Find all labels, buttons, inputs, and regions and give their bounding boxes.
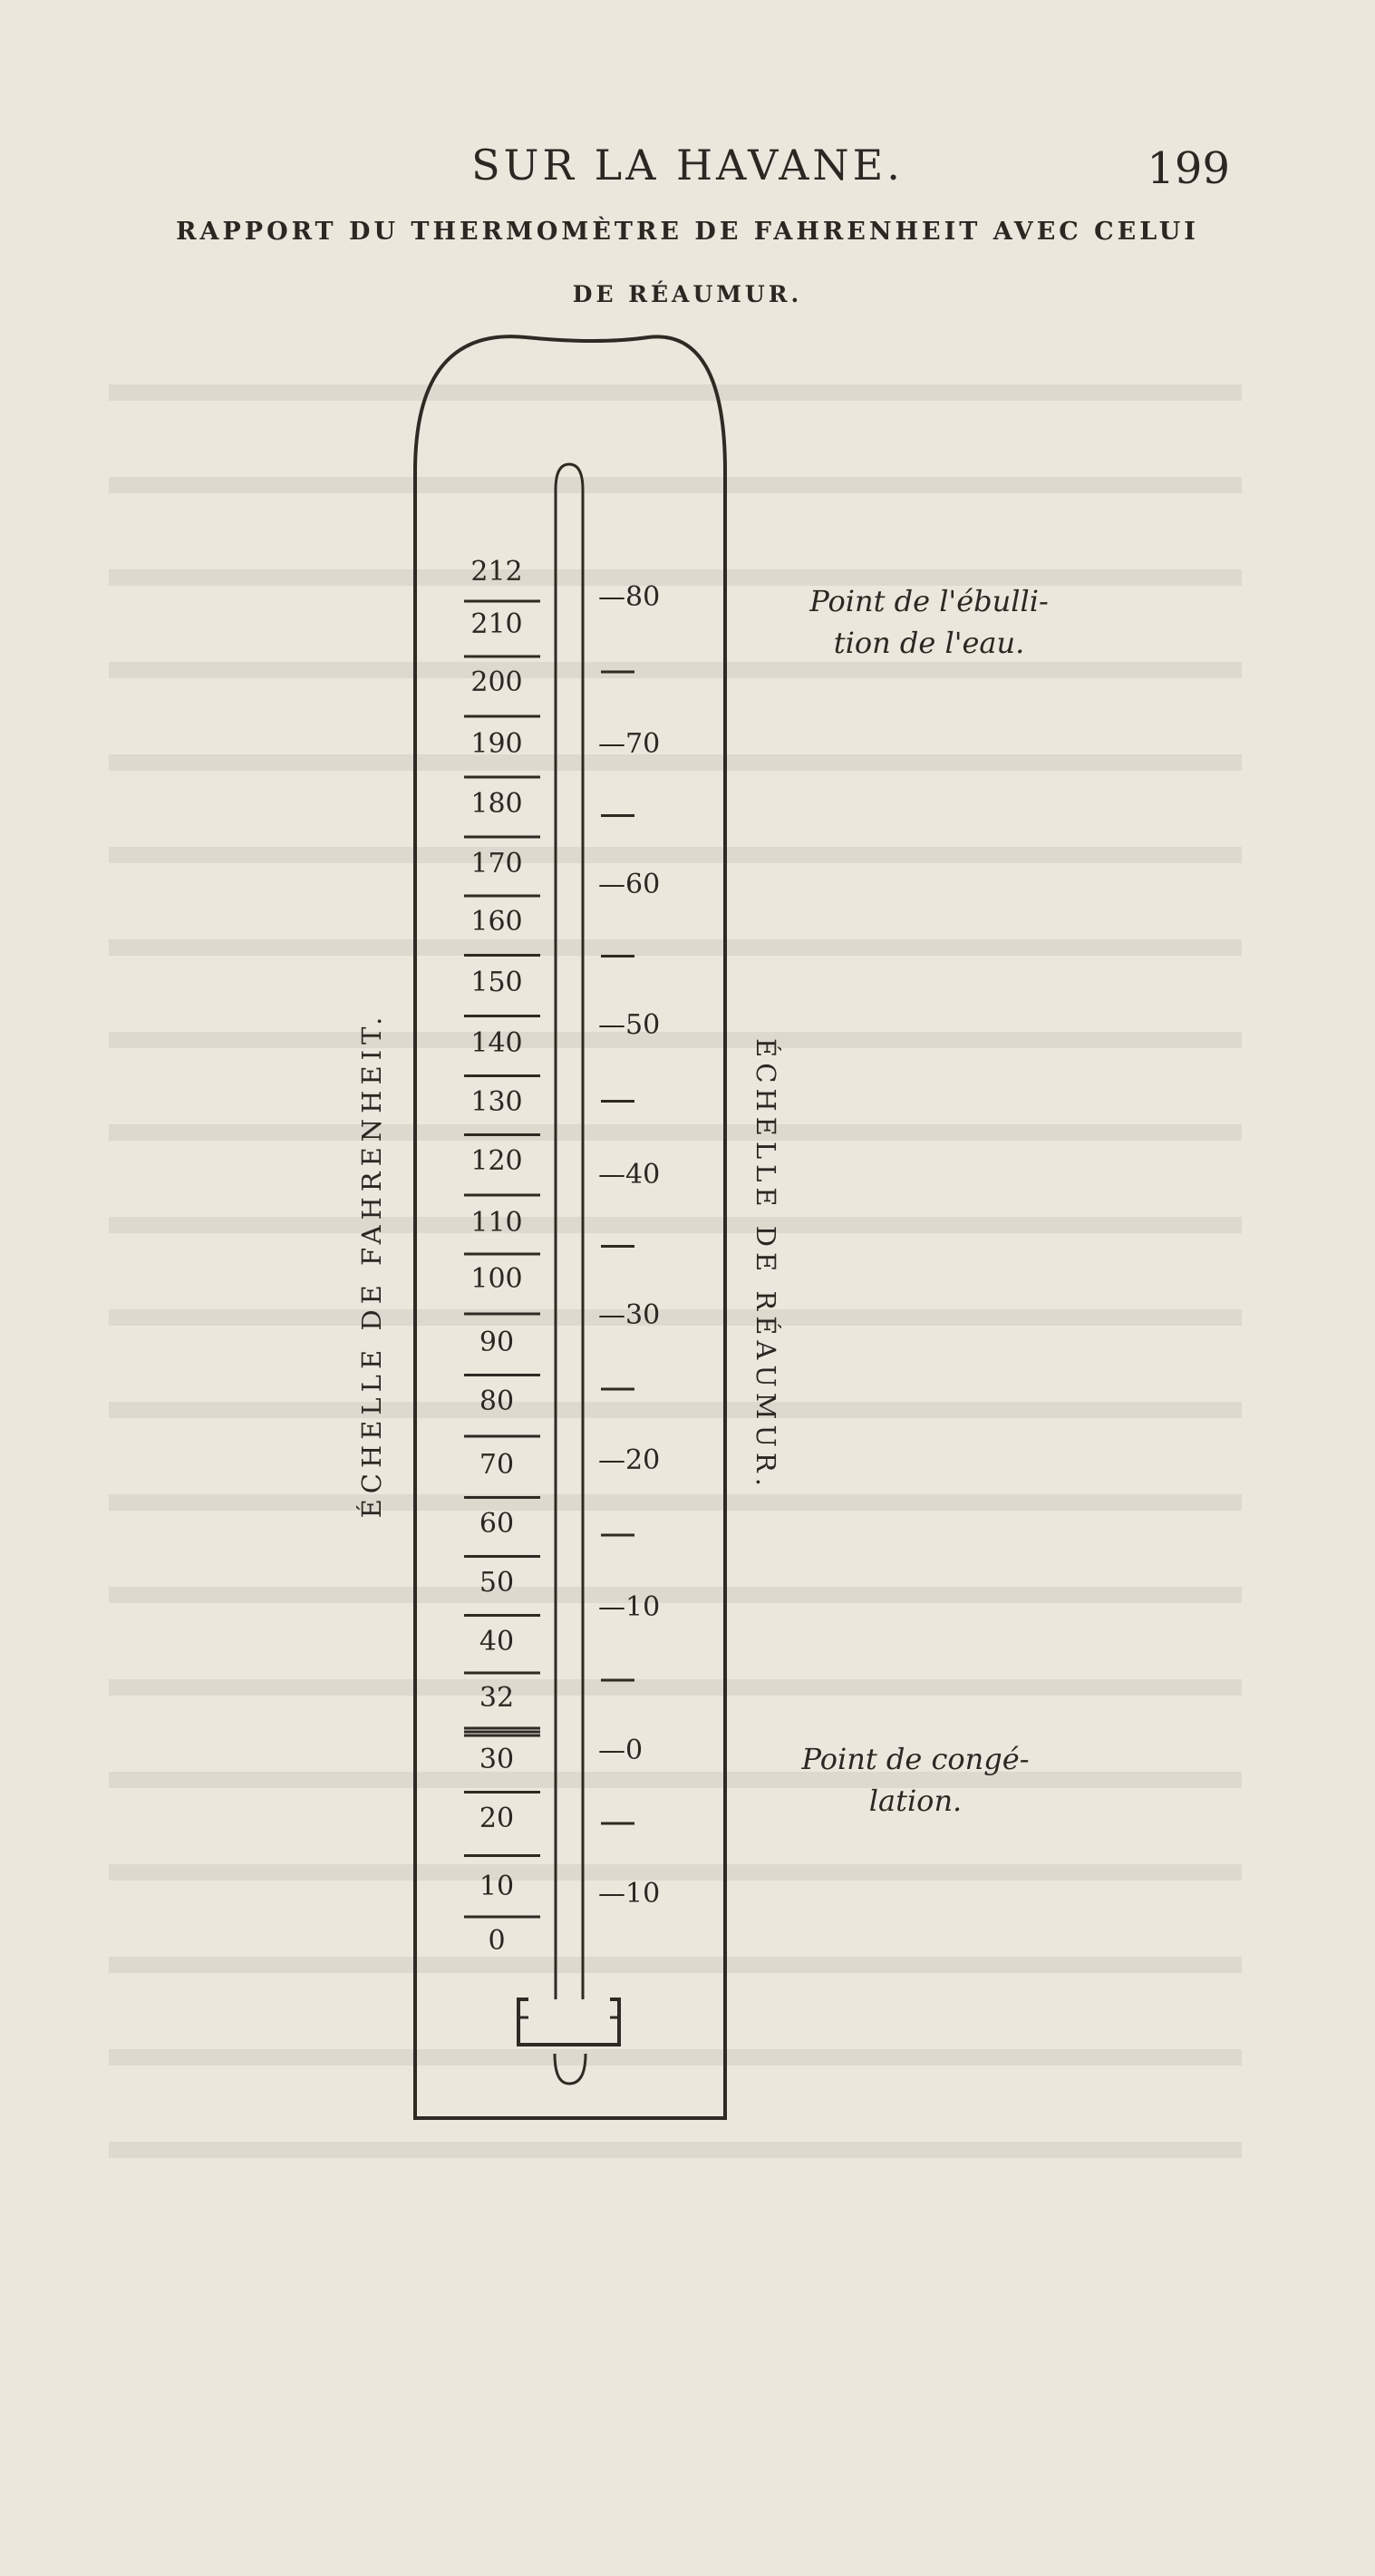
fahrenheit-tick-label: 210: [470, 608, 523, 640]
thermometer-case: [415, 336, 725, 2118]
thermometer-tube: [556, 464, 583, 1999]
boiling-point-caption: [779, 580, 1079, 664]
fahrenheit-tick-label: 160: [470, 906, 523, 938]
fahrenheit-tick-label: 180: [470, 788, 523, 820]
fahrenheit-tick-label: 170: [470, 848, 523, 880]
fahrenheit-scale-label: ÉCHELLE DE FAHRENHEIT.: [356, 1011, 387, 1519]
reaumur-tick-label: —40: [598, 1159, 661, 1191]
fahrenheit-tick-label: 120: [470, 1145, 523, 1177]
fahrenheit-tick-label: 150: [470, 967, 523, 998]
reaumur-tick-label: —20: [598, 1444, 661, 1476]
freezing-caption-line-2: lation.: [868, 1784, 963, 1818]
fahrenheit-tick-label: 40: [479, 1626, 515, 1657]
reaumur-tick-label: —50: [598, 1009, 661, 1041]
reaumur-scale-label: ÉCHELLE DE RÉAUMUR.: [750, 1038, 781, 1492]
reaumur-tick-label: —10: [598, 1591, 661, 1623]
plate-title-line-2: DE RÉAUMUR.: [572, 281, 803, 307]
boiling-caption-line-1: Point de l'ébulli-: [809, 584, 1049, 618]
reaumur-tick-label: —0: [598, 1735, 644, 1766]
fahrenheit-tick-label: 32: [479, 1682, 515, 1714]
fahrenheit-tick-label: 30: [479, 1744, 515, 1775]
thermometer-bulb-bracket: [518, 1999, 619, 2045]
fahrenheit-tick-label: 70: [479, 1449, 515, 1481]
fahrenheit-tick-label: 140: [470, 1027, 523, 1059]
fahrenheit-tick-label: 110: [470, 1207, 523, 1239]
reaumur-tick-label: —70: [598, 728, 661, 760]
fahrenheit-tick-label: 200: [470, 666, 523, 698]
fahrenheit-tick-label: 60: [479, 1508, 515, 1540]
reaumur-tick-label: —60: [598, 869, 661, 900]
fahrenheit-tick-label: 0: [488, 1925, 506, 1957]
fahrenheit-tick-label: 20: [479, 1803, 515, 1834]
running-title: SUR LA HAVANE.: [471, 141, 904, 190]
reaumur-tick-label: —10: [598, 1878, 661, 1910]
reaumur-tick-label: —30: [598, 1299, 661, 1331]
plate-title-line-1: RAPPORT DU THERMOMÈTRE DE FAHRENHEIT AVEC CELUI: [176, 218, 1199, 246]
fahrenheit-tick-label: 190: [470, 728, 523, 760]
thermometer-bulb: [555, 2054, 586, 2084]
fahrenheit-tick-label: 90: [479, 1327, 515, 1358]
freezing-point-caption: [779, 1738, 1051, 1822]
reaumur-scale: [598, 581, 660, 1910]
fahrenheit-tick-label: 10: [479, 1871, 515, 1902]
fahrenheit-scale: [464, 556, 540, 1957]
boiling-caption-line-2: tion de l'eau.: [833, 626, 1025, 660]
fahrenheit-tick-label: 100: [470, 1263, 523, 1295]
fahrenheit-tick-label: 50: [479, 1567, 515, 1599]
page-number: 199: [1147, 143, 1230, 194]
fahrenheit-tick-label: 212: [470, 556, 523, 588]
fahrenheit-tick-label: 80: [479, 1385, 515, 1417]
freezing-caption-line-1: Point de congé-: [801, 1742, 1030, 1776]
fahrenheit-tick-label: 130: [470, 1086, 523, 1118]
reaumur-tick-label: —80: [598, 581, 661, 613]
